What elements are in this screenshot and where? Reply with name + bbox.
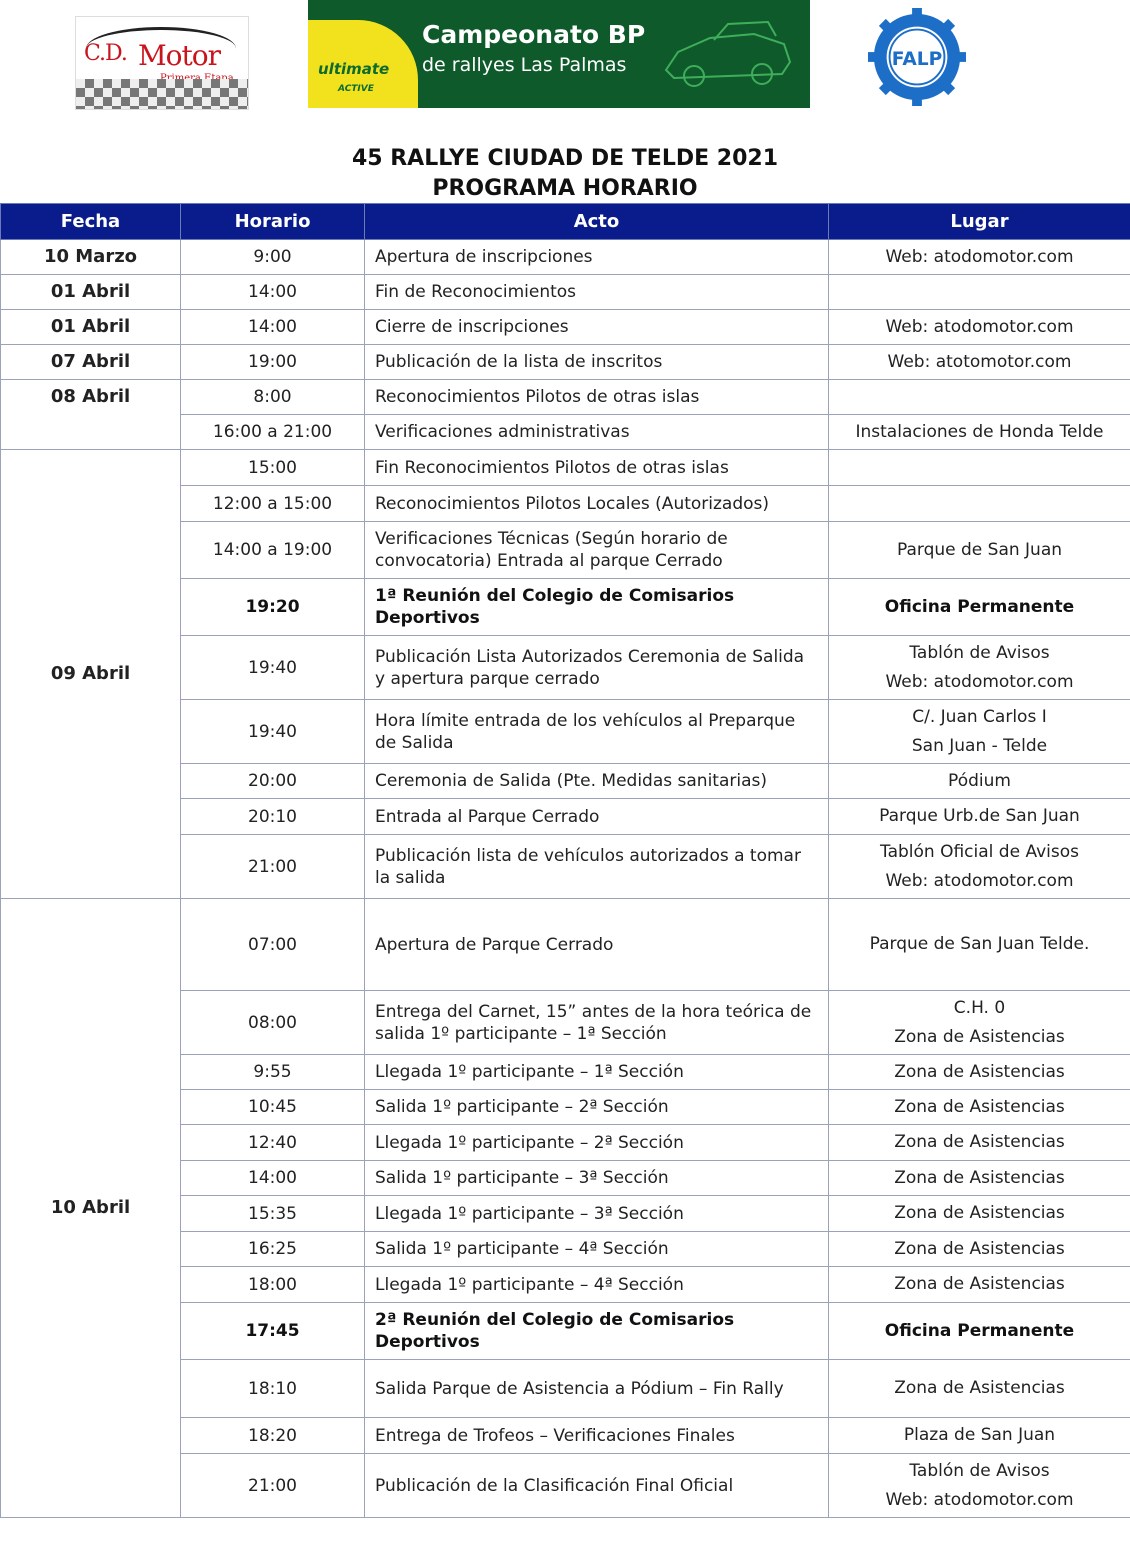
cell-horario: 15:00	[181, 450, 365, 486]
cell-horario: 08:00	[181, 991, 365, 1055]
cd-motor-logo	[75, 16, 249, 110]
cell-acto: Verificaciones Técnicas (Según horario de convocatoria) Entrada al parque Cerrado	[365, 522, 829, 579]
lugar-line: Zona de Asistencias	[894, 1274, 1065, 1294]
cell-lugar	[829, 579, 1130, 636]
table-row	[1, 310, 1130, 345]
cell-lugar	[829, 1125, 1130, 1161]
falp-logo	[868, 8, 966, 106]
cell-lugar	[829, 1454, 1130, 1518]
lugar-line: Zona de Asistencias	[894, 1026, 1065, 1047]
cell-lugar	[829, 799, 1130, 835]
cell-lugar	[829, 700, 1130, 764]
lugar-line: Web: atotomotor.com	[887, 351, 1072, 372]
cd-logo-brand: C.D.	[84, 41, 127, 66]
cell-horario: 18:20	[181, 1418, 365, 1454]
cell-horario: 21:00	[181, 1454, 365, 1518]
schedule-table	[0, 203, 1130, 1518]
lugar-line: Zona de Asistencias	[894, 1203, 1065, 1223]
cell-lugar	[829, 1267, 1130, 1303]
banner-product-tag: ACTIVE	[338, 84, 374, 94]
lugar-line: Web: atodomotor.com	[885, 1489, 1074, 1510]
cell-horario: 17:45	[181, 1303, 365, 1360]
table-row	[1, 240, 1130, 275]
cd-logo-name: Motor	[138, 39, 221, 72]
cell-acto: Hora límite entrada de los vehículos al Preparque de Salida	[365, 700, 829, 764]
cell-lugar	[829, 835, 1130, 899]
cell-lugar	[829, 450, 1130, 486]
cell-horario: 19:40	[181, 636, 365, 700]
cell-horario: 9:55	[181, 1055, 365, 1090]
lugar-line: C/. Juan Carlos I	[912, 706, 1047, 727]
cell-horario: 07:00	[181, 899, 365, 991]
cell-horario: 12:00 a 15:00	[181, 486, 365, 522]
cell-lugar	[829, 310, 1130, 345]
cell-horario: 12:40	[181, 1125, 365, 1161]
header-acto: Acto	[365, 204, 829, 240]
cell-lugar	[829, 345, 1130, 380]
checkered-flag-icon	[76, 79, 248, 109]
cell-lugar	[829, 1055, 1130, 1090]
cell-acto: Llegada 1º participante – 4ª Sección	[365, 1267, 829, 1303]
lugar-line: C.H. 0	[953, 997, 1006, 1018]
lugar-line: Zona de Asistencias	[894, 1132, 1065, 1152]
document-title	[0, 144, 1130, 204]
banner-subtitle: de rallyes Las Palmas	[422, 54, 627, 76]
cell-acto: Salida 1º participante – 3ª Sección	[365, 1161, 829, 1196]
cell-lugar	[829, 764, 1130, 799]
lugar-line: Web: atodomotor.com	[885, 671, 1074, 692]
banner-product: ultimate	[318, 60, 390, 78]
cell-lugar	[829, 636, 1130, 700]
cell-lugar	[829, 1418, 1130, 1454]
cell-acto: 2ª Reunión del Colegio de Comisarios Deportivos	[365, 1303, 829, 1360]
cell-fecha: 09 Abril	[1, 450, 181, 899]
cell-lugar	[829, 899, 1130, 991]
lugar-line: Parque de San Juan	[896, 539, 1063, 560]
table-row	[1, 380, 1130, 415]
cell-lugar	[829, 1232, 1130, 1267]
cell-fecha: 10 Abril	[1, 899, 181, 1518]
cell-lugar	[829, 991, 1130, 1055]
lugar-line: Pódium	[948, 770, 1011, 791]
cell-horario: 9:00	[181, 240, 365, 275]
cell-fecha: 01 Abril	[1, 275, 181, 310]
cell-horario: 15:35	[181, 1196, 365, 1232]
cell-lugar	[829, 240, 1130, 275]
title-line-1: 45 RALLYE CIUDAD DE TELDE 2021	[351, 146, 779, 171]
cell-acto: Llegada 1º participante – 1ª Sección	[365, 1055, 829, 1090]
cell-lugar	[829, 380, 1130, 415]
cell-horario: 16:25	[181, 1232, 365, 1267]
cell-acto: Publicación de la lista de inscritos	[365, 345, 829, 380]
cell-lugar	[829, 1303, 1130, 1360]
lugar-line: Zona de Asistencias	[894, 1238, 1065, 1259]
cell-acto: Salida 1º participante – 2ª Sección	[365, 1090, 829, 1125]
lugar-line: Oficina Permanente	[884, 596, 1075, 617]
cell-acto: Cierre de inscripciones	[365, 310, 829, 345]
lugar-line: San Juan - Telde	[911, 735, 1048, 756]
cell-horario: 20:00	[181, 764, 365, 799]
table-header-row	[1, 204, 1130, 240]
cell-acto: Salida Parque de Asistencia a Pódium – Fin Rally	[365, 1360, 829, 1418]
lugar-line: Web: atodomotor.com	[885, 316, 1074, 337]
cell-horario: 20:10	[181, 799, 365, 835]
lugar-line: Plaza de San Juan	[903, 1425, 1056, 1445]
cell-acto: Publicación lista de vehículos autorizados a tomar la salida	[365, 835, 829, 899]
cell-horario: 10:45	[181, 1090, 365, 1125]
cell-fecha: 10 Marzo	[1, 240, 181, 275]
falp-logo-text: FALP	[891, 48, 943, 70]
cell-lugar	[829, 486, 1130, 522]
cell-horario: 19:40	[181, 700, 365, 764]
lugar-line: Web: atodomotor.com	[885, 870, 1074, 891]
lugar-line: Oficina Permanente	[884, 1320, 1075, 1341]
cell-horario: 18:00	[181, 1267, 365, 1303]
header-horario: Horario	[181, 204, 365, 240]
lugar-line: Zona de Asistencias	[894, 1378, 1065, 1398]
cell-lugar	[829, 1196, 1130, 1232]
banner-title: Campeonato BP	[422, 20, 646, 49]
cell-fecha: 08 Abril	[1, 380, 181, 450]
cell-lugar	[829, 1161, 1130, 1196]
cell-acto: Apertura de Parque Cerrado	[365, 899, 829, 991]
schedule-body	[1, 240, 1130, 1518]
title-line-2: PROGRAMA HORARIO	[432, 176, 698, 201]
cell-acto: Reconocimientos Pilotos Locales (Autorizados)	[365, 486, 829, 522]
cell-horario: 16:00 a 21:00	[181, 415, 365, 450]
cell-horario: 8:00	[181, 380, 365, 415]
lugar-line: Zona de Asistencias	[894, 1061, 1065, 1082]
lugar-line: Zona de Asistencias	[894, 1167, 1065, 1188]
header-lugar: Lugar	[829, 204, 1130, 240]
cell-acto: Ceremonia de Salida (Pte. Medidas sanitarias)	[365, 764, 829, 799]
cell-horario: 14:00	[181, 1161, 365, 1196]
lugar-line: Parque Urb.de San Juan	[879, 806, 1080, 826]
cell-lugar	[829, 522, 1130, 579]
cell-lugar	[829, 1360, 1130, 1418]
lugar-line: Tablón de Avisos	[909, 1460, 1050, 1481]
cell-acto: Entrada al Parque Cerrado	[365, 799, 829, 835]
cell-acto: Reconocimientos Pilotos de otras islas	[365, 380, 829, 415]
cell-lugar	[829, 275, 1130, 310]
cell-acto: Llegada 1º participante – 2ª Sección	[365, 1125, 829, 1161]
cell-fecha: 01 Abril	[1, 310, 181, 345]
cell-acto: Entrega del Carnet, 15” antes de la hora teórica de salida 1º participante – 1ª Sección	[365, 991, 829, 1055]
cell-acto: Fin de Reconocimientos	[365, 275, 829, 310]
cell-horario: 14:00	[181, 275, 365, 310]
table-row	[1, 450, 1130, 486]
cell-horario: 19:00	[181, 345, 365, 380]
cell-acto: Publicación Lista Autorizados Ceremonia de Salida y apertura parque cerrado	[365, 636, 829, 700]
lugar-line: Tablón Oficial de Avisos	[880, 841, 1079, 862]
cell-acto: Apertura de inscripciones	[365, 240, 829, 275]
cell-acto: Publicación de la Clasificación Final Oficial	[365, 1454, 829, 1518]
lugar-line: Instalaciones de Honda Telde	[855, 421, 1104, 442]
cell-acto: Entrega de Trofeos – Verificaciones Finales	[365, 1418, 829, 1454]
lugar-line: Zona de Asistencias	[894, 1096, 1065, 1117]
bp-championship-banner	[308, 0, 810, 108]
cell-fecha: 07 Abril	[1, 345, 181, 380]
cell-acto: Llegada 1º participante – 3ª Sección	[365, 1196, 829, 1232]
cell-lugar	[829, 1090, 1130, 1125]
cell-lugar	[829, 415, 1130, 450]
cell-horario: 19:20	[181, 579, 365, 636]
table-row	[1, 345, 1130, 380]
header-fecha: Fecha	[1, 204, 181, 240]
table-row	[1, 275, 1130, 310]
table-row	[1, 899, 1130, 991]
cell-horario: 18:10	[181, 1360, 365, 1418]
cell-horario: 14:00	[181, 310, 365, 345]
lugar-line: Tablón de Avisos	[909, 642, 1050, 663]
rally-car-icon	[658, 14, 798, 96]
cell-acto: Salida 1º participante – 4ª Sección	[365, 1232, 829, 1267]
cell-horario: 21:00	[181, 835, 365, 899]
lugar-line: Parque de San Juan Telde.	[869, 934, 1090, 954]
cell-acto: Verificaciones administrativas	[365, 415, 829, 450]
lugar-line: Web: atodomotor.com	[885, 246, 1074, 267]
cell-horario: 14:00 a 19:00	[181, 522, 365, 579]
cell-acto: Fin Reconocimientos Pilotos de otras islas	[365, 450, 829, 486]
cell-acto: 1ª Reunión del Colegio de Comisarios Deportivos	[365, 579, 829, 636]
